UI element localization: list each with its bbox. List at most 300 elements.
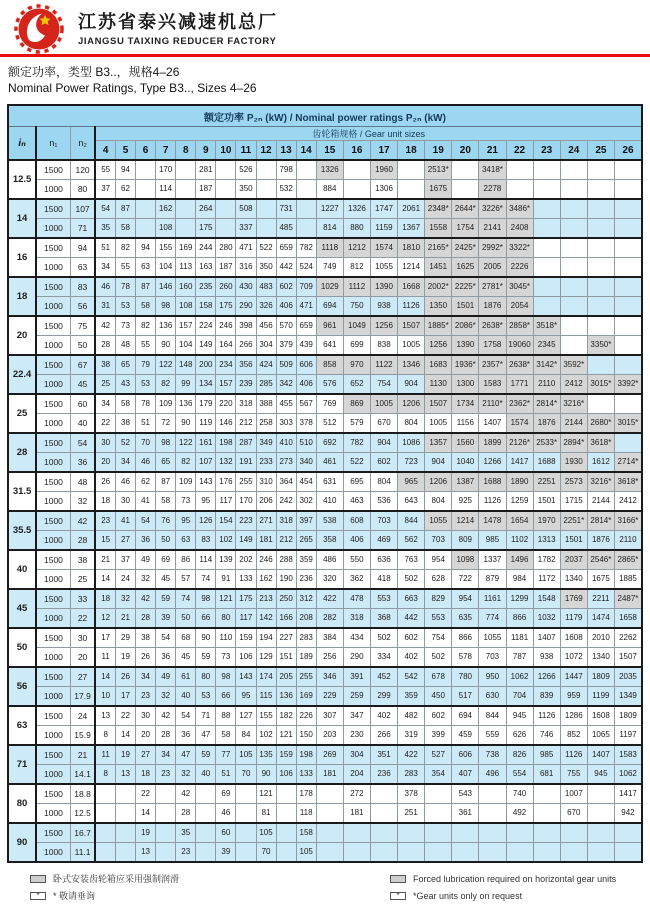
power-cell: 938 xyxy=(533,648,560,668)
size-column-header: 20 xyxy=(452,141,479,161)
power-cell: 15 xyxy=(95,531,115,551)
power-cell: 384 xyxy=(316,628,343,648)
power-cell: 28 xyxy=(156,726,176,746)
page-title-en: Nominal Power Ratings, Type B3.., Sizes 4–26 xyxy=(8,81,257,96)
power-cell xyxy=(587,258,614,278)
power-cell: 258 xyxy=(256,414,276,434)
power-cell: 880 xyxy=(343,219,370,239)
power-cell: 351 xyxy=(370,745,397,765)
power-cell: 694 xyxy=(316,297,343,317)
power-cell: 133 xyxy=(296,765,316,785)
power-cell: 1299 xyxy=(506,589,533,609)
power-cell: 66 xyxy=(196,609,216,629)
n2-cell: 56 xyxy=(70,297,95,317)
power-cell: 90 xyxy=(256,765,276,785)
power-cell: 1560 xyxy=(452,433,479,453)
power-cell: 155 xyxy=(256,706,276,726)
size-column-header: 17 xyxy=(370,141,397,161)
power-cell: 456 xyxy=(256,316,276,336)
power-cell: 608 xyxy=(343,511,370,531)
power-cell xyxy=(479,804,506,824)
n2-cell: 17.9 xyxy=(70,687,95,707)
power-cell: 27 xyxy=(115,531,135,551)
power-cell xyxy=(156,784,176,804)
power-cell: 703 xyxy=(425,531,452,551)
power-cell xyxy=(587,219,614,239)
power-cell: 179 xyxy=(196,394,216,414)
power-cell: 43 xyxy=(115,375,135,395)
ratio-cell: 25 xyxy=(8,394,36,433)
power-cell: 829 xyxy=(425,589,452,609)
power-cell: 1675 xyxy=(425,180,452,200)
power-cell: 269 xyxy=(316,745,343,765)
power-cell: 66 xyxy=(216,687,236,707)
power-cell: 1754 xyxy=(452,219,479,239)
power-cell: 812 xyxy=(343,258,370,278)
power-cell xyxy=(316,804,343,824)
power-cell: 230 xyxy=(343,726,370,746)
n1-cell: 1500 xyxy=(36,433,70,453)
power-cell: 2061 xyxy=(398,199,425,219)
power-cell xyxy=(506,160,533,180)
power-cell: 2110* xyxy=(479,394,506,414)
power-cell: 1407 xyxy=(533,628,560,648)
ratio-cell: 40 xyxy=(8,550,36,589)
power-cell xyxy=(176,219,196,239)
n1-cell: 1000 xyxy=(36,609,70,629)
power-cell: 347 xyxy=(343,706,370,726)
table-banner: 额定功率 P₂ₙ (kW) / Nominal power ratings P₂ₙ (kW) xyxy=(8,105,642,127)
power-cell: 170 xyxy=(156,160,176,180)
power-cell: 42 xyxy=(136,589,156,609)
power-cell xyxy=(452,843,479,863)
n2-cell: 16.7 xyxy=(70,823,95,843)
power-cell: 82 xyxy=(136,316,156,336)
n1-cell: 1000 xyxy=(36,297,70,317)
company-name-en: JIANGSU TAIXING REDUCER FACTORY xyxy=(78,35,277,47)
power-cell: 354 xyxy=(425,765,452,785)
power-cell: 22 xyxy=(115,706,135,726)
power-cell: 1970 xyxy=(533,511,560,531)
power-cell: 1086 xyxy=(398,433,425,453)
power-cell: 461 xyxy=(316,453,343,473)
power-cell: 3226* xyxy=(479,199,506,219)
power-cell: 290 xyxy=(343,648,370,668)
n1-cell: 1500 xyxy=(36,823,70,843)
power-cell: 151 xyxy=(276,648,296,668)
power-cell xyxy=(425,843,452,863)
power-cell: 1654 xyxy=(506,511,533,531)
power-cell xyxy=(95,804,115,824)
power-cell: 402 xyxy=(398,648,425,668)
power-cell: 113 xyxy=(176,258,196,278)
power-cell xyxy=(614,238,642,258)
n2-cell: 63 xyxy=(70,258,95,278)
power-cell: 1126 xyxy=(479,492,506,512)
power-cell: 942 xyxy=(614,804,642,824)
n2-cell: 40 xyxy=(70,414,95,434)
power-cell: 1715 xyxy=(560,492,587,512)
power-cell: 510 xyxy=(296,433,316,453)
gray-swatch-icon xyxy=(30,875,46,883)
power-cell: 142 xyxy=(256,609,276,629)
power-cell: 58 xyxy=(156,492,176,512)
power-cell: 307 xyxy=(316,706,343,726)
power-cell: 1507 xyxy=(425,394,452,414)
power-cell: 181 xyxy=(343,804,370,824)
power-cell: 965 xyxy=(398,472,425,492)
n2-cell: 67 xyxy=(70,355,95,375)
power-cell: 1507 xyxy=(398,316,425,336)
power-cell: 482 xyxy=(398,706,425,726)
n1-cell: 1000 xyxy=(36,336,70,356)
power-cell: 14 xyxy=(95,570,115,590)
power-cell: 3322* xyxy=(506,238,533,258)
power-cell: 32 xyxy=(176,765,196,785)
power-cell xyxy=(560,180,587,200)
power-cell: 3618* xyxy=(587,433,614,453)
power-cell: 486 xyxy=(316,550,343,570)
power-cell: 852 xyxy=(560,726,587,746)
power-cell: 398 xyxy=(236,316,256,336)
power-cell xyxy=(560,823,587,843)
power-cell: 95 xyxy=(236,687,256,707)
table-header xyxy=(8,105,642,160)
power-cell: 312 xyxy=(296,589,316,609)
power-cell: 226 xyxy=(296,706,316,726)
power-cell: 227 xyxy=(276,628,296,648)
power-cell: 146 xyxy=(156,277,176,297)
power-cell: 1212 xyxy=(343,238,370,258)
power-cell: 356 xyxy=(236,355,256,375)
n2-cell: 38 xyxy=(70,550,95,570)
power-cell: 1478 xyxy=(479,511,506,531)
power-cell: 2144 xyxy=(587,492,614,512)
power-cell: 678 xyxy=(425,667,452,687)
power-cell: 20 xyxy=(95,453,115,473)
power-cell: 95 xyxy=(196,492,216,512)
size-column-header: 13 xyxy=(276,141,296,161)
power-cell: 1876 xyxy=(479,297,506,317)
power-cell xyxy=(560,843,587,863)
power-cell: 1574 xyxy=(370,238,397,258)
size-column-header: 22 xyxy=(506,141,533,161)
power-cell: 122 xyxy=(176,433,196,453)
n2-cell: 27 xyxy=(70,667,95,687)
power-cell: 1102 xyxy=(506,531,533,551)
power-cell: 98 xyxy=(156,433,176,453)
power-cell: 54 xyxy=(136,511,156,531)
power-cell xyxy=(533,238,560,258)
n1-cell: 1000 xyxy=(36,765,70,785)
size-column-header: 26 xyxy=(614,141,642,161)
power-cell xyxy=(587,355,614,375)
power-cell xyxy=(533,784,560,804)
power-cell: 233 xyxy=(256,453,276,473)
power-cell: 51 xyxy=(95,238,115,258)
table-row xyxy=(8,628,642,648)
power-cell: 2894* xyxy=(560,433,587,453)
power-cell: 397 xyxy=(296,511,316,531)
power-cell: 74 xyxy=(196,570,216,590)
n1-cell: 1500 xyxy=(36,550,70,570)
power-cell: 49 xyxy=(136,550,156,570)
power-cell xyxy=(614,394,642,414)
power-cell: 31 xyxy=(95,297,115,317)
n1-cell: 1500 xyxy=(36,628,70,648)
power-cell: 1055 xyxy=(370,258,397,278)
power-cell: 1387 xyxy=(452,472,479,492)
power-cell: 98 xyxy=(156,297,176,317)
ratio-cell: 22.4 xyxy=(8,355,36,394)
power-cell: 606 xyxy=(452,745,479,765)
power-cell: 28 xyxy=(176,804,196,824)
power-cell xyxy=(236,843,256,863)
power-cell: 35 xyxy=(95,219,115,239)
power-cell: 62 xyxy=(115,180,135,200)
power-cell: 134 xyxy=(196,375,216,395)
power-cell xyxy=(398,180,425,200)
power-cell: 273 xyxy=(276,453,296,473)
n1-cell: 1500 xyxy=(36,784,70,804)
power-cell: 1769 xyxy=(560,589,587,609)
n1-cell: 1500 xyxy=(36,238,70,258)
power-cell: 239 xyxy=(236,375,256,395)
size-column-header: 24 xyxy=(560,141,587,161)
power-cell xyxy=(176,180,196,200)
power-cell xyxy=(95,843,115,863)
power-cell xyxy=(479,843,506,863)
ratio-column-header: iₙ xyxy=(8,127,36,161)
power-cell: 804 xyxy=(370,472,397,492)
power-cell: 554 xyxy=(506,765,533,785)
power-cell: 148 xyxy=(176,355,196,375)
power-cell: 1005 xyxy=(425,414,452,434)
power-cell xyxy=(196,823,216,843)
power-cell: 52 xyxy=(115,433,135,453)
power-cell xyxy=(425,823,452,843)
power-cell: 69 xyxy=(216,784,236,804)
power-cell: 110 xyxy=(216,628,236,648)
power-cell: 1326 xyxy=(316,160,343,180)
ratio-cell: 50 xyxy=(8,628,36,667)
n2-cell: 54 xyxy=(70,433,95,453)
power-cell: 391 xyxy=(343,667,370,687)
power-cell xyxy=(506,843,533,863)
power-cell: 159 xyxy=(276,745,296,765)
power-cell: 350 xyxy=(236,180,256,200)
power-cell: 99 xyxy=(176,375,196,395)
power-cell xyxy=(614,823,642,843)
power-cell xyxy=(587,160,614,180)
power-cell: 244 xyxy=(196,238,216,258)
table-row xyxy=(8,550,642,570)
power-cell: 3045* xyxy=(506,277,533,297)
power-cell: 63 xyxy=(136,258,156,278)
power-cell: 175 xyxy=(236,589,256,609)
power-cell: 87 xyxy=(115,199,135,219)
n1-cell: 1000 xyxy=(36,726,70,746)
power-cell: 2638* xyxy=(479,316,506,336)
power-cell xyxy=(136,199,156,219)
n2-cell: 75 xyxy=(70,316,95,336)
power-cell: 2348* xyxy=(425,199,452,219)
power-cell xyxy=(614,843,642,863)
power-cell xyxy=(587,394,614,414)
power-cell xyxy=(533,160,560,180)
power-cell xyxy=(587,297,614,317)
power-cell: 36 xyxy=(176,726,196,746)
power-cell: 2362* xyxy=(506,394,533,414)
power-cell: 1118 xyxy=(316,238,343,258)
power-cell: 272 xyxy=(343,784,370,804)
power-cell: 945 xyxy=(506,706,533,726)
power-cell: 681 xyxy=(533,765,560,785)
power-cell: 602 xyxy=(370,453,397,473)
power-cell: 422 xyxy=(316,589,343,609)
power-cell: 46 xyxy=(95,277,115,297)
power-cell: 73 xyxy=(115,316,135,336)
power-cell: 73 xyxy=(216,648,236,668)
power-cell xyxy=(236,823,256,843)
size-column-header: 18 xyxy=(398,141,425,161)
legend-item-on-request-en xyxy=(390,890,616,902)
power-cell: 450 xyxy=(425,687,452,707)
power-cell: 54 xyxy=(95,199,115,219)
power-cell: 430 xyxy=(236,277,256,297)
n1-column-header: n₁ xyxy=(36,127,70,161)
power-cell: 1890 xyxy=(506,472,533,492)
power-cell: 1062 xyxy=(506,667,533,687)
power-cell: 844 xyxy=(398,511,425,531)
power-cell xyxy=(614,258,642,278)
power-cell: 399 xyxy=(425,726,452,746)
power-cell: 517 xyxy=(452,687,479,707)
power-cell xyxy=(614,297,642,317)
power-cell: 34 xyxy=(95,394,115,414)
power-cell: 2262 xyxy=(614,628,642,648)
power-cell: 1390 xyxy=(452,336,479,356)
power-cell: 35 xyxy=(176,823,196,843)
power-cell: 406 xyxy=(343,531,370,551)
power-cell: 1340 xyxy=(560,570,587,590)
power-cell: 87 xyxy=(156,472,176,492)
power-cell: 809 xyxy=(452,531,479,551)
table-row xyxy=(8,297,642,317)
power-cell: 2278 xyxy=(479,180,506,200)
power-cell: 34 xyxy=(156,745,176,765)
power-cell: 310 xyxy=(256,472,276,492)
power-cell: 1367 xyxy=(398,219,425,239)
power-cell xyxy=(343,843,370,863)
power-cell: 1206 xyxy=(425,472,452,492)
power-cell: 83 xyxy=(196,531,216,551)
power-cell: 302 xyxy=(296,492,316,512)
power-cell xyxy=(533,823,560,843)
power-cell: 950 xyxy=(479,667,506,687)
power-cell: 3618* xyxy=(614,472,642,492)
power-cell: 53 xyxy=(196,687,216,707)
power-cell: 129 xyxy=(256,648,276,668)
power-cell: 550 xyxy=(343,550,370,570)
power-cell: 985 xyxy=(479,531,506,551)
n1-cell: 1000 xyxy=(36,492,70,512)
power-cell: 73 xyxy=(176,492,196,512)
legend-text: * 敬请垂询 xyxy=(53,891,96,902)
power-cell: 135 xyxy=(256,745,276,765)
power-cell: 635 xyxy=(452,609,479,629)
power-cell: 763 xyxy=(398,550,425,570)
power-cell xyxy=(479,784,506,804)
power-cell: 55 xyxy=(136,336,156,356)
power-cell: 469 xyxy=(370,531,397,551)
power-cell: 884 xyxy=(316,180,343,200)
power-cell xyxy=(533,219,560,239)
n1-cell: 1500 xyxy=(36,199,70,219)
power-cell: 164 xyxy=(216,336,236,356)
power-cell: 229 xyxy=(316,687,343,707)
power-cell: 136 xyxy=(156,316,176,336)
power-cell xyxy=(196,804,216,824)
n1-cell: 1000 xyxy=(36,219,70,239)
table-row xyxy=(8,531,642,551)
power-cell: 2573 xyxy=(560,472,587,492)
n2-cell: 48 xyxy=(70,472,95,492)
power-cell: 53 xyxy=(136,375,156,395)
power-cell: 1675 xyxy=(587,570,614,590)
power-cell: 1417 xyxy=(614,784,642,804)
power-cell: 804 xyxy=(398,414,425,434)
power-cell: 3166* xyxy=(614,511,642,531)
power-cell: 754 xyxy=(425,628,452,648)
power-cell: 115 xyxy=(256,687,276,707)
power-cell: 81 xyxy=(256,804,276,824)
power-cell: 1936* xyxy=(452,355,479,375)
power-cell: 38 xyxy=(95,355,115,375)
power-cell: 2054 xyxy=(506,297,533,317)
legend-item-on-request-zh xyxy=(30,890,390,902)
power-cell: 95 xyxy=(176,511,196,531)
table-row xyxy=(8,160,642,180)
power-cell: 203 xyxy=(316,726,343,746)
power-cell: 536 xyxy=(370,492,397,512)
power-cell xyxy=(256,180,276,200)
power-cell: 26 xyxy=(95,472,115,492)
power-cell xyxy=(370,804,397,824)
power-cell: 954 xyxy=(425,550,452,570)
power-cell: 281 xyxy=(196,160,216,180)
power-cell: 102 xyxy=(256,726,276,746)
power-cell: 37 xyxy=(95,180,115,200)
power-cell: 51 xyxy=(136,414,156,434)
power-cell: 2546* xyxy=(587,550,614,570)
power-cell xyxy=(256,199,276,219)
power-cell xyxy=(276,843,296,863)
company-name-zh: 江苏省泰兴减速机总厂 xyxy=(78,12,278,33)
power-cell: 304 xyxy=(256,336,276,356)
power-cell: 361 xyxy=(452,804,479,824)
table-row xyxy=(8,355,642,375)
gear-unit-sizes-label: 齿轮箱规格 / Gear unit sizes xyxy=(95,127,642,141)
size-column-header: 25 xyxy=(587,141,614,161)
power-cell: 567 xyxy=(296,394,316,414)
power-cell: 2251* xyxy=(560,511,587,531)
power-cell: 198 xyxy=(216,433,236,453)
power-cell xyxy=(587,277,614,297)
power-cell: 2211 xyxy=(587,589,614,609)
size-column-header: 14 xyxy=(296,141,316,161)
power-cell: 1885 xyxy=(614,570,642,590)
